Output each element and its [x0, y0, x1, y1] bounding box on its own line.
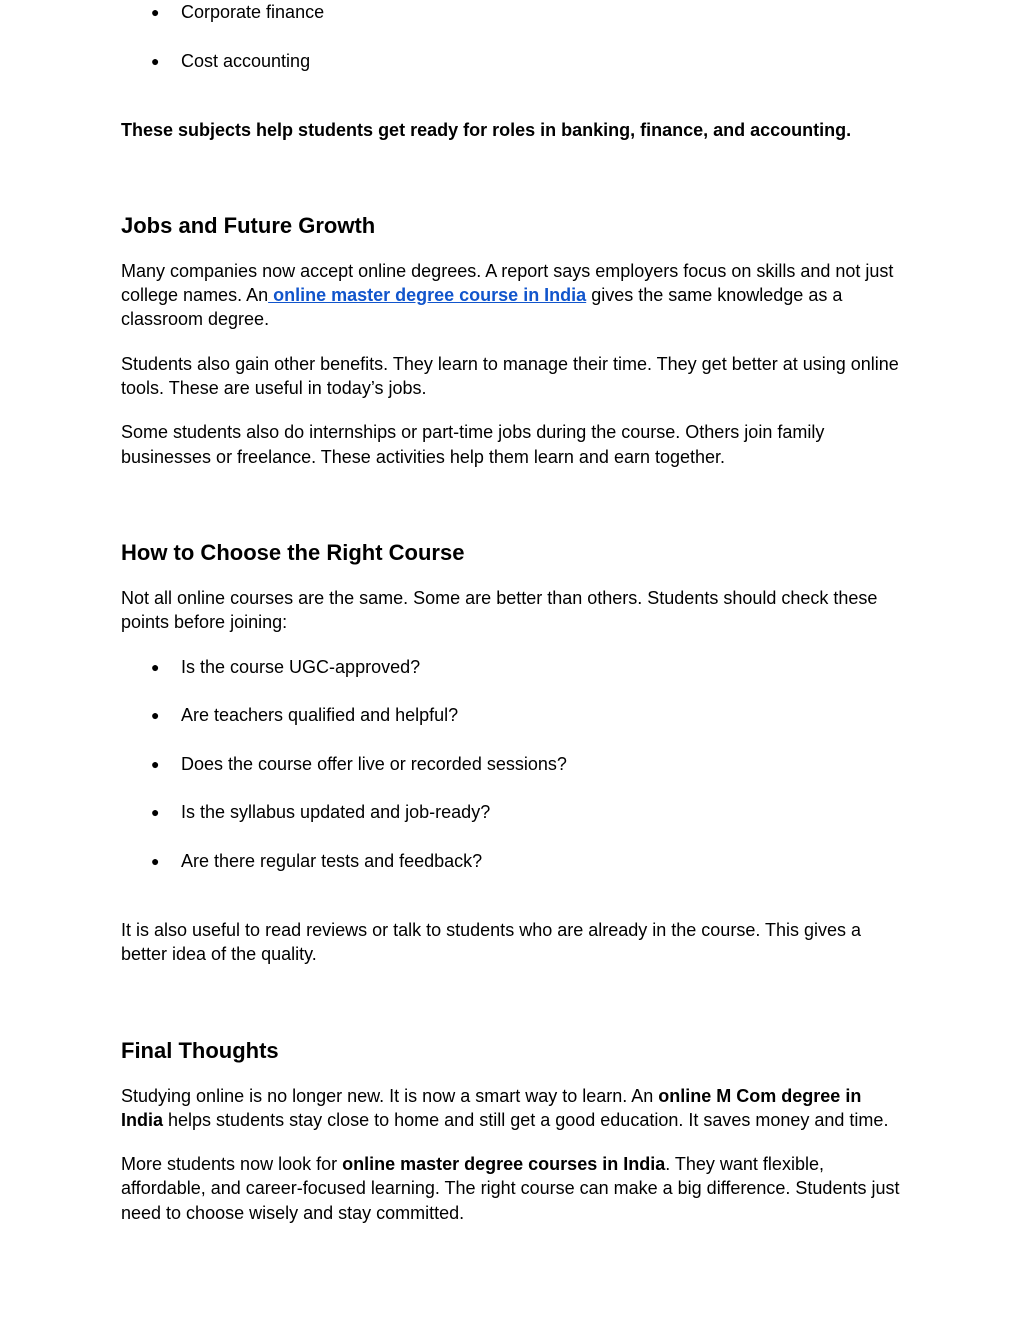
list-item-text: Are teachers qualified and helpful?: [181, 705, 459, 726]
list-item-text: Are there regular tests and feedback?: [181, 850, 483, 871]
final-paragraph-2: More students now look for online master degree courses in India. They want flexible, affordable, and career-focused learning. The right course can make a big difference. Students just need to choose wisely and stay committed.: [121, 1154, 900, 1223]
list-item: [121, 800, 901, 824]
list-item-text: Cost accounting: [181, 50, 311, 71]
bullet-icon: ●: [151, 4, 160, 20]
jobs-heading: Jobs and Future Growth: [121, 212, 376, 238]
jobs-paragraph-2: Students also gain other benefits. They learn to manage their time. They get better at using online tools. These are useful in today’s jobs.: [121, 353, 899, 399]
jobs-paragraph-3: Some students also do internships or part-time jobs during the course. Others join family businesses or freelance. These activities help them learn and earn together.: [121, 422, 825, 467]
bullet-icon: ●: [151, 804, 160, 821]
choose-heading: How to Choose the Right Course: [121, 539, 465, 565]
bullet-icon: ●: [151, 707, 160, 724]
final-paragraph-1: Studying online is no longer new. It is now a smart way to learn. An online M Com degree in India helps students stay close to home and still get a good education. It saves money and time.: [121, 1085, 889, 1130]
list-item: [121, 0, 901, 24]
list-item: [121, 49, 901, 73]
document-page: [121, 0, 901, 1225]
bullet-icon: ●: [151, 755, 160, 772]
list-item-text: Is the course UGC-approved?: [181, 656, 421, 677]
list-item: [121, 849, 901, 873]
list-item-text: Is the syllabus updated and job-ready?: [181, 802, 491, 823]
final-heading: Final Thoughts: [121, 1037, 279, 1063]
jobs-paragraph-1: Many companies now accept online degrees. A report says employers focus on skills and not just college names. An online master degree course in India gives the same knowledge as a classroom degree.: [121, 260, 894, 330]
emphasis-master-courses: online master degree courses in India: [342, 1154, 666, 1175]
bullet-icon: ●: [151, 658, 160, 675]
list-item: [121, 655, 901, 679]
checklist: [121, 655, 901, 873]
list-item-text: Does the course offer live or recorded sessions?: [181, 753, 567, 774]
choose-intro: Not all online courses are the same. Some are better than others. Students should check these points before joining:: [121, 587, 878, 633]
list-item: [121, 752, 901, 776]
emphasis-mcom: online M Com degree in India: [121, 1085, 862, 1130]
subject-list: [121, 0, 901, 73]
bullet-icon: ●: [151, 852, 160, 869]
list-item: [121, 703, 901, 727]
choose-after: It is also useful to read reviews or talk to students who are already in the course. This gives a better idea of the quality.: [121, 919, 862, 965]
bullet-icon: ●: [151, 52, 160, 69]
online-master-degree-link[interactable]: online master degree course in India: [268, 285, 587, 306]
subjects-note: These subjects help students get ready for roles in banking, finance, and accounting.: [121, 119, 852, 140]
list-item-text: Corporate finance: [181, 2, 325, 22]
